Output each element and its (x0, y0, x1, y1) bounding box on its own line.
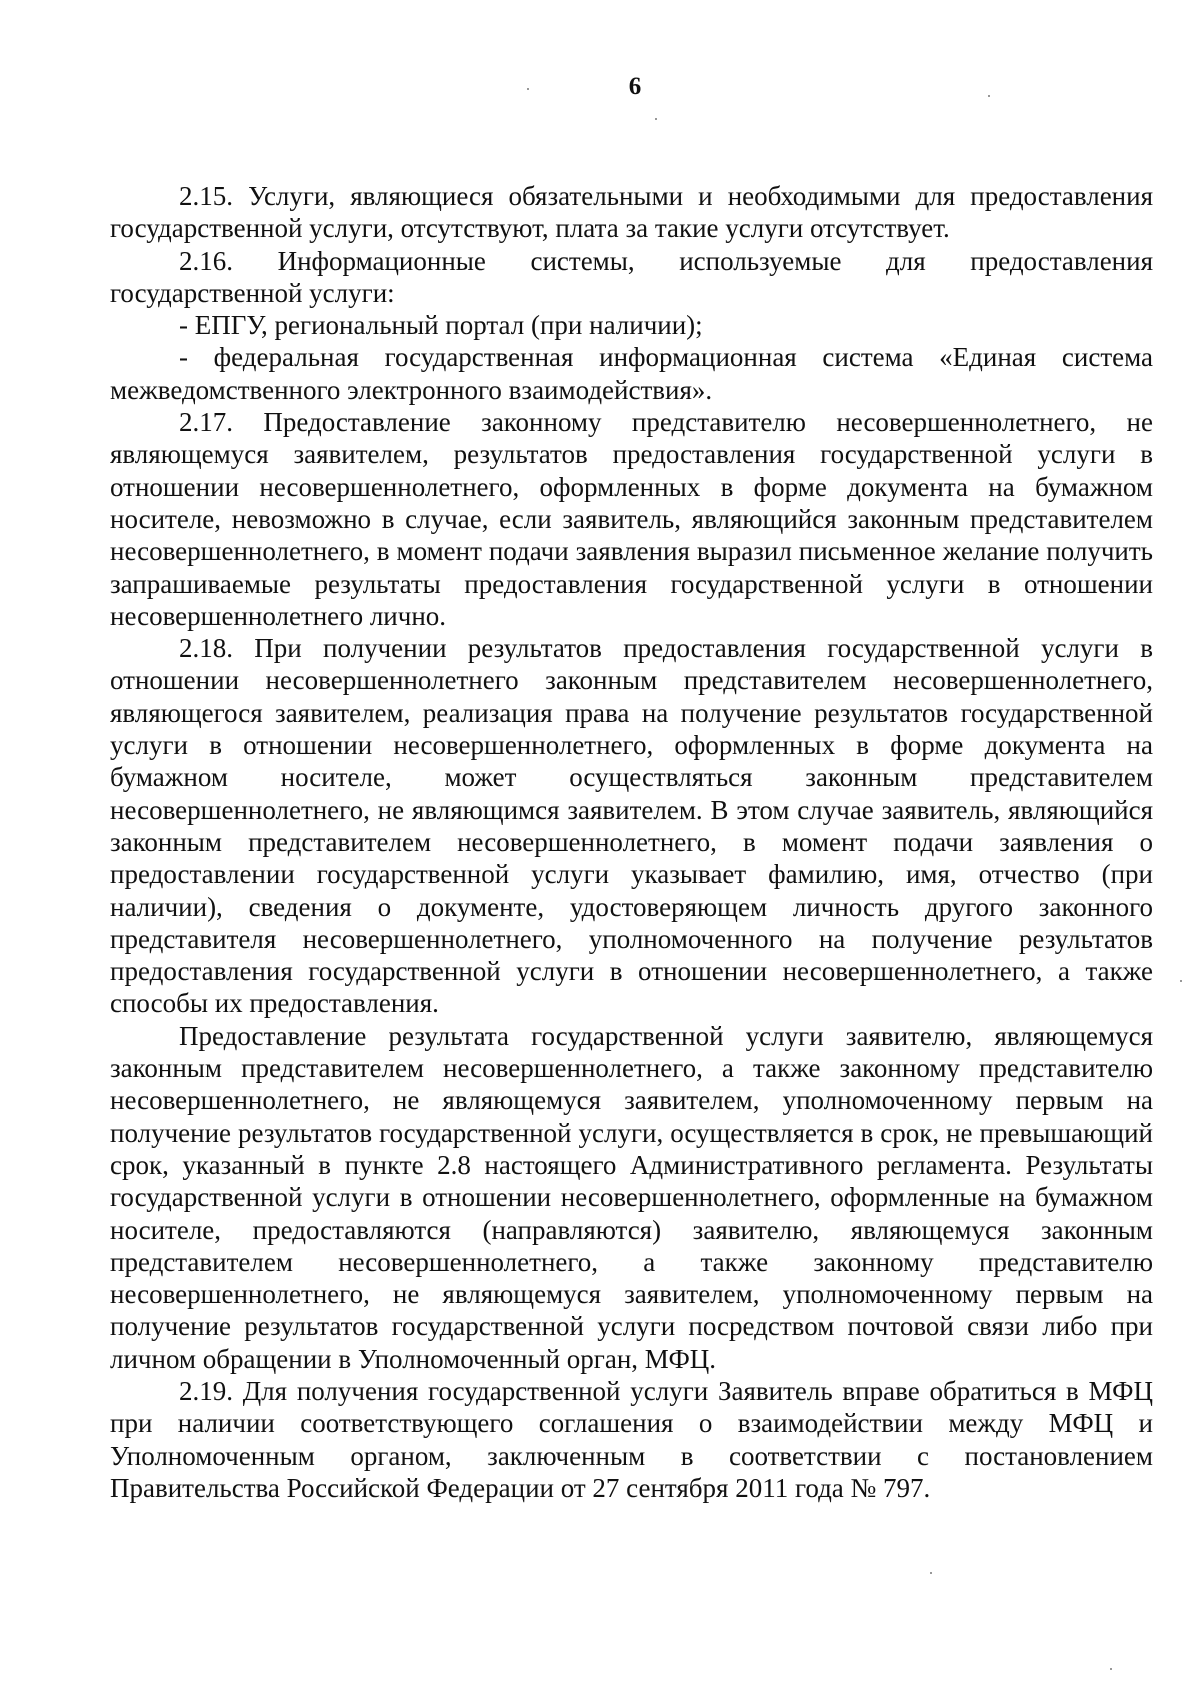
page-number: 6 (628, 73, 642, 100)
scan-speck (930, 1572, 932, 1574)
paragraph-2-17: 2.17. Предоставление законному представителю несовершеннолетнего, не являющемуся заявителем, результатов предоставления государственной услуги в отношении несовершеннолетнего, оформленных в форме документа на бумажном носителе, невозможно в случае, если заявитель, являющийся законным представителем несовершеннолетнего, в момент подачи заявления выразил письменное желание получить запрашиваемые результаты предоставления государственной услуги в отношении несовершеннолетнего лично. (110, 407, 1153, 631)
list-item-smev: - федеральная государственная информационная система «Единая система межведомственного электронного взаимодействия». (110, 342, 1153, 405)
paragraph-2-18: 2.18. При получении результатов предоставления государственной услуги в отношении несовершеннолетнего законным представителем несовершеннолетнего, являющегося заявителем, реализация права на получение результатов государственной услуги в отношении несовершеннолетнего, оформленных в форме документа на бумажном носителе, может осуществляться законным представителем несовершеннолетнего, не являющимся заявителем. В этом случае заявитель, являющийся законным представителем несовершеннолетнего, в момент подачи заявления о предоставлении государственной услуги указывает фамилию, имя, отчество (при наличии), сведения о документе, удостоверяющем личность другого законного представителя несовершеннолетнего, уполномоченного на получение результатов предоставления государственной услуги в отношении несовершеннолетнего, а также способы их предоставления. (110, 633, 1153, 1019)
paragraph-2-18-continued: Предоставление результата государственной услуги заявителю, являющемуся законным представителем несовершеннолетнего, а также законному представителю несовершеннолетнего, не являющемуся заявителем, уполномоченному первым на получение результатов государственной услуги, осуществляется в срок, не превышающий срок, указанный в пункте 2.8 настоящего Административного регламента. Результаты государственной услуги в отношении несовершеннолетнего, оформленные на бумажном носителе, предоставляются (направляются) заявителю, являющемуся законным представителем несовершеннолетнего, а также законному представителю несовершеннолетнего, не являющемуся заявителем, уполномоченному первым на получение результатов государственной услуги посредством почтовой связи либо при личном обращении в Уполномоченный орган, МФЦ. (110, 1020, 1153, 1374)
scan-speck (527, 88, 529, 90)
paragraph-2-15: 2.15. Услуги, являющиеся обязательными и необходимыми для предоставления государственной услуги, отсутствуют, плата за такие услуги отсутствует. (110, 181, 1153, 244)
scan-speck (988, 95, 990, 97)
document-body (110, 180, 1153, 1504)
list-item-epgu: - ЕПГУ, региональный портал (при наличии); (179, 310, 703, 341)
paragraph-2-16: 2.16. Информационные системы, используемые для предоставления государственной услуги: (110, 245, 1153, 308)
scan-speck (1110, 1668, 1112, 1670)
scan-speck (1180, 980, 1182, 982)
scan-speck (655, 118, 657, 120)
paragraph-2-19: 2.19. Для получения государственной услуги Заявитель вправе обратиться в МФЦ при наличии соответствующего соглашения о взаимодействии между МФЦ и Уполномоченным органом, заключенным в соответствии с постановлением Правительства Российской Федерации от 27 сентября 2011 года № 797. (110, 1375, 1153, 1503)
